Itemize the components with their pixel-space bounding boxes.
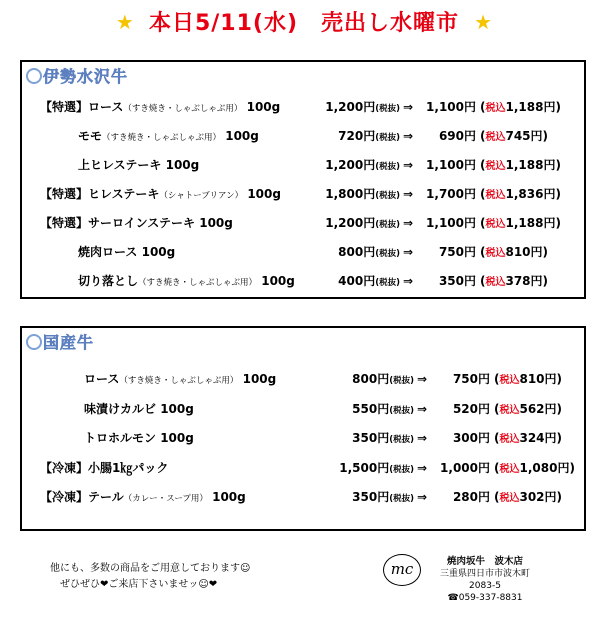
- regular-price: 1,200円(税抜): [325, 158, 400, 172]
- tax-included-price: (税込302円): [494, 490, 563, 504]
- star-icon: ★: [474, 9, 493, 34]
- arrow-icon: ⇒: [403, 274, 414, 288]
- product-row: [0, 429, 608, 447]
- product-row: [0, 243, 608, 261]
- product-name: トロホルモン 100g: [84, 431, 194, 445]
- arrow-icon: ⇒: [417, 490, 428, 504]
- arrow-icon: ⇒: [403, 216, 414, 230]
- product-name: 【冷凍】テール（カレー・スープ用） 100g: [40, 490, 246, 504]
- regular-price: 720円(税抜): [338, 129, 400, 143]
- product-name: 味漬けカルビ 100g: [84, 401, 194, 416]
- sale-price: 750円: [438, 245, 476, 259]
- regular-price: 1,500円(税抜): [339, 460, 414, 475]
- tax-included-price: (税込810円): [480, 245, 549, 259]
- tax-included-price: (税込1,836円): [480, 187, 561, 201]
- page-title: [0, 6, 608, 40]
- section-title: 国産牛: [26, 330, 94, 353]
- tax-included-price: (税込810円): [494, 372, 563, 386]
- regular-price: 800円(税抜): [338, 245, 400, 259]
- product-row: [0, 127, 608, 145]
- section-title: 伊勢水沢牛: [26, 64, 128, 87]
- sale-price: 750円: [452, 372, 490, 386]
- shop-address2: 2083-5: [469, 581, 501, 591]
- cow-icon: [26, 334, 42, 350]
- sale-price: 1,100円: [426, 158, 476, 172]
- arrow-icon: ⇒: [403, 100, 414, 114]
- sale-price: 690円: [438, 129, 476, 143]
- product-row: [0, 459, 608, 477]
- arrow-icon: ⇒: [417, 431, 428, 445]
- tax-included-price: (税込1,188円): [480, 216, 561, 230]
- sale-price: 1,700円: [426, 187, 476, 201]
- product-row: [0, 98, 608, 116]
- sale-price: 1,100円: [426, 100, 476, 114]
- shop-logo: mc: [383, 554, 421, 586]
- regular-price: 350円(税抜): [352, 431, 414, 445]
- shop-name: 焼肉坂牛 波木店: [446, 556, 523, 567]
- title-text: 本日5/11(水) 売出し水曜市: [148, 11, 460, 36]
- arrow-icon: ⇒: [403, 158, 414, 172]
- product-row: [0, 272, 608, 290]
- regular-price: 1,800円(税抜): [325, 187, 400, 201]
- product-name: 【特選】ロース（すき焼き・しゃぶしゃぶ用） 100g: [40, 100, 281, 114]
- sale-price: 350円: [438, 274, 476, 288]
- footer-message: 他にも、多数の商品をご用意しております☺ ぜひぜひ❤ご来店下さいませッ☺❤: [50, 563, 251, 590]
- regular-price: 350円(税抜): [352, 490, 414, 504]
- star-icon: ★: [115, 9, 134, 34]
- arrow-icon: ⇒: [403, 187, 414, 201]
- product-row: [0, 400, 608, 418]
- regular-price: 1,200円(税抜): [325, 216, 400, 230]
- sale-price: 520円: [452, 401, 490, 416]
- product-name: 焼肉ロース 100g: [78, 245, 176, 259]
- product-row: [0, 185, 608, 203]
- product-name: モモ（すき焼き・しゃぶしゃぶ用） 100g: [78, 129, 259, 143]
- tax-included-price: (税込324円): [494, 431, 563, 445]
- regular-price: 550円(税抜): [352, 401, 414, 416]
- product-row: [0, 156, 608, 174]
- arrow-icon: ⇒: [403, 129, 414, 143]
- product-name: 【特選】ヒレステーキ（シャトーブリアン） 100g: [40, 187, 281, 201]
- shop-phone: ☎059-337-8831: [447, 593, 523, 603]
- regular-price: 800円(税抜): [352, 372, 414, 386]
- tax-included-price: (税込1,188円): [480, 158, 561, 172]
- sale-price: 300円: [452, 431, 490, 445]
- sale-price: 280円: [452, 490, 490, 504]
- tax-included-price: (税込378円): [480, 274, 549, 288]
- shop-info: [430, 556, 540, 604]
- product-row: [0, 370, 608, 388]
- sale-price: 1,000円: [440, 460, 490, 475]
- arrow-icon: ⇒: [417, 401, 428, 416]
- tax-included-price: (税込1,188円): [480, 100, 561, 114]
- cow-icon: [26, 68, 42, 84]
- product-name: 上ヒレステーキ 100g: [78, 158, 200, 172]
- tax-included-price: (税込1,080円): [494, 460, 575, 475]
- sale-price: 1,100円: [426, 216, 476, 230]
- arrow-icon: ⇒: [417, 372, 428, 386]
- section-ise-mizusawa: [20, 60, 586, 299]
- arrow-icon: ⇒: [403, 245, 414, 259]
- regular-price: 400円(税抜): [338, 274, 400, 288]
- tax-included-price: (税込745円): [480, 129, 549, 143]
- product-name: 切り落とし（すき焼き・しゃぶしゃぶ用） 100g: [78, 274, 295, 288]
- product-row: [0, 488, 608, 506]
- regular-price: 1,200円(税抜): [325, 100, 400, 114]
- tax-included-price: (税込562円): [494, 401, 563, 416]
- product-name: 【冷凍】小腸1㎏パック: [40, 460, 169, 475]
- product-row: [0, 214, 608, 232]
- product-name: ロース（すき焼き・しゃぶしゃぶ用） 100g: [84, 372, 277, 386]
- shop-address: 三重県四日市市波木町: [439, 569, 530, 579]
- product-name: 【特選】サーロインステーキ 100g: [40, 216, 233, 230]
- arrow-icon: ⇒: [417, 460, 428, 475]
